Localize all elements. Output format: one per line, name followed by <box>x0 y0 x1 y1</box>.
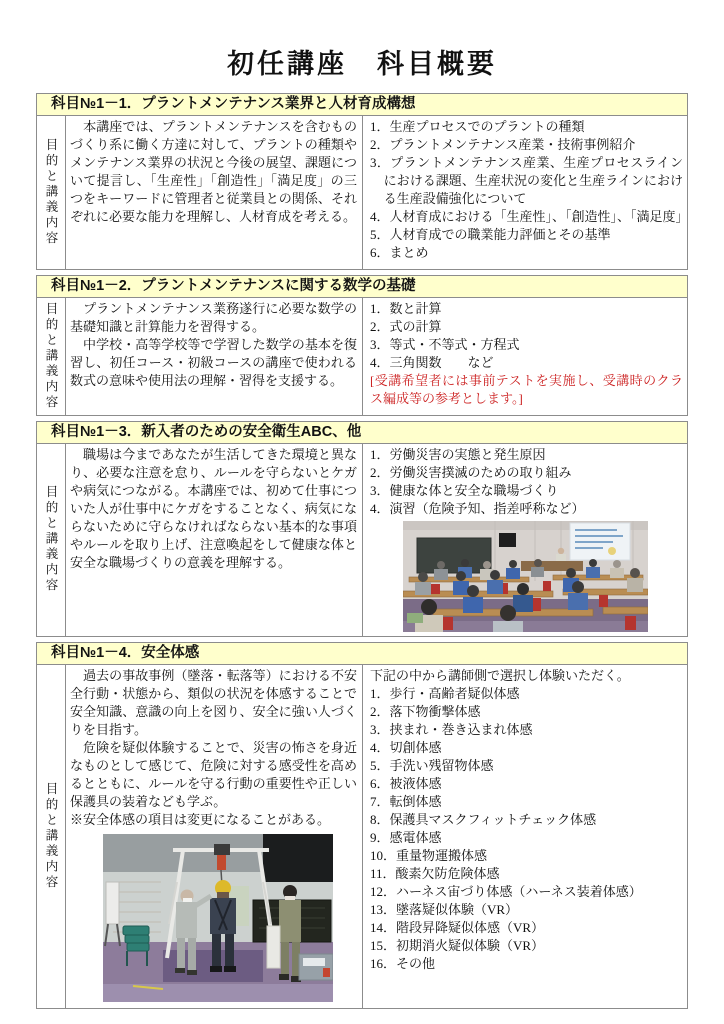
subject-2-topics <box>363 298 687 415</box>
topic-item: 13．墜落疑似体験（VR） <box>370 901 519 917</box>
topic-item: 3．等式・不等式・方程式 <box>370 337 520 352</box>
subject-section-2 <box>36 275 688 416</box>
subject-4-body <box>36 665 688 1009</box>
topics-intro: 下記の中から講師側で選択し体験いただく。 <box>370 667 630 683</box>
topic-item: 1．労働災害の実態と発生原因 <box>370 446 546 462</box>
purpose-paragraph: 本講座では、プラントメンテナンスを含むものづくり系に働く方達に対して、プラントの種類やメンテナンス業界の状況と今後の展望、課題について提言し、「生産性」「創造性」「満足度」の三つをキーワードに管理者と従業員との関係、それぞれに必要な能力を理解し、人材育成を考える。 <box>70 119 357 224</box>
topic-item: 9．感電体感 <box>370 829 442 845</box>
purpose-side-label: 目的と講義内容 <box>37 444 66 636</box>
subject-2-body <box>36 298 688 416</box>
topic-item: 3．挟まれ・巻き込まれ体感 <box>370 721 533 737</box>
topic-item: 6．まとめ <box>370 245 429 260</box>
topic-item: 4．人材育成における「生産性」、「創造性」、「満足度」 <box>370 209 689 224</box>
topic-item: 14．階段昇降疑似体感（VR） <box>370 919 545 935</box>
topic-item: 2．落下物衝撃体感 <box>370 703 481 719</box>
subject-3-topics <box>363 444 687 636</box>
subject-section-3 <box>36 421 688 637</box>
topic-item: 3．プラントメンテナンス産業、生産プロセスラインにおける課題、生産状況の変化と生産ラインにおける生産設備強化について <box>370 155 683 206</box>
topic-item: 2．労働災害撲滅のための取り組み <box>370 464 572 480</box>
subject-2-purpose <box>66 298 363 415</box>
subject-3-purpose <box>66 444 363 636</box>
topic-item: 10．重量物運搬体感 <box>370 847 488 863</box>
topic-item: 5．手洗い残留物体感 <box>370 757 494 773</box>
topic-item: 4．三角関数 など <box>370 355 494 370</box>
topic-item: 3．健康な体と安全な職場づくり <box>370 482 559 498</box>
topic-item: 2．プラントメンテナンス産業・技術事例紹介 <box>370 137 636 152</box>
topic-item: 11．酸素欠防危険体感 <box>370 865 500 881</box>
topic-item: 6．被液体感 <box>370 775 442 791</box>
topic-item: 4．切創体感 <box>370 739 442 755</box>
topic-item: 8．保護具マスクフィットチェック体感 <box>370 811 597 827</box>
purpose-paragraph: プラントメンテナンス業務遂行に必要な数学の基礎知識と計算能力を習得する。 <box>70 301 357 334</box>
topic-item: 16．その他 <box>370 955 436 971</box>
purpose-paragraph: 危険を疑似体験することで、災害の怖さを身近なものとして感じて、危険に対する感受性を高めるとともに、ルールを守る行動の重要性や正しい保護具の装着なども学ぶ。 <box>70 739 357 809</box>
subject-section-1 <box>36 93 688 270</box>
topic-item: 4．演習（危険予知、指差呼称など） <box>370 500 585 516</box>
topic-item: 1．歩行・高齢者疑似体感 <box>370 685 520 701</box>
subject-4-topics <box>363 665 687 1008</box>
classroom-lecture-photo <box>403 521 648 632</box>
harness-training-photo <box>103 834 333 1002</box>
topic-item: 1．数と計算 <box>370 301 442 316</box>
purpose-note: ※安全体感の項目は変更になることがある。 <box>70 811 331 827</box>
purpose-paragraph: 職場は今まであなたが生活してきた環境と異なり、必要な注意を怠り、ルールを守らないとケガや病気につながる。本講座では、初めて仕事についた人が仕事中にケガをすることなく、病気にならないために守らなければならない基本的な事項やルールを取り上げ、注意喚起をして健康な体と安全な職場づくりの意義を理解する。 <box>70 446 357 570</box>
subject-2-header: 科目№1－2．プラントメンテナンスに関する数学の基礎 <box>36 275 688 298</box>
subject-1-body <box>36 116 688 270</box>
topic-item: 7．転倒体感 <box>370 793 442 809</box>
topic-item: 5．人材育成での職業能力評価とその基準 <box>370 227 611 242</box>
subject-3-header: 科目№1－3．新入者のための安全衛生ABC、他 <box>36 421 688 444</box>
subject-4-purpose <box>66 665 363 1008</box>
subject-section-4 <box>36 642 688 1009</box>
purpose-side-label: 目的と講義内容 <box>37 116 66 269</box>
purpose-side-label: 目的と講義内容 <box>37 298 66 415</box>
subject-4-header: 科目№1－4．安全体感 <box>36 642 688 665</box>
topic-item: 12．ハーネス宙づり体感（ハーネス装着体感） <box>370 883 642 899</box>
topic-item: 1．生産プロセスでのプラントの種類 <box>370 119 585 134</box>
purpose-paragraph: 中学校・高等学校等で学習した数学の基本を復習し、初任コース・初級コースの講座で使われる数式の意味や使用法の理解・習得を支援する。 <box>70 337 357 388</box>
purpose-paragraph: 過去の事故事例（墜落・転落等）における不安全行動・状態から、類似の状況を体感することで安全知識、意識の向上を図り、安全に強い人づくりを目指す。 <box>70 667 357 737</box>
pretest-note: [受講希望者には事前テストを実施し、受講時のクラス編成等の参考とします。] <box>370 373 683 406</box>
topic-item: 15．初期消火疑似体験（VR） <box>370 937 545 953</box>
page-title: 初任講座 科目概要 <box>227 49 497 79</box>
subject-1-purpose <box>66 116 363 269</box>
subject-3-body <box>36 444 688 637</box>
topic-item: 2．式の計算 <box>370 319 442 334</box>
subject-1-header: 科目№1－1．プラントメンテナンス業界と人材育成構想 <box>36 93 688 116</box>
subject-1-topics <box>363 116 687 269</box>
purpose-side-label: 目的と講義内容 <box>37 665 66 1008</box>
